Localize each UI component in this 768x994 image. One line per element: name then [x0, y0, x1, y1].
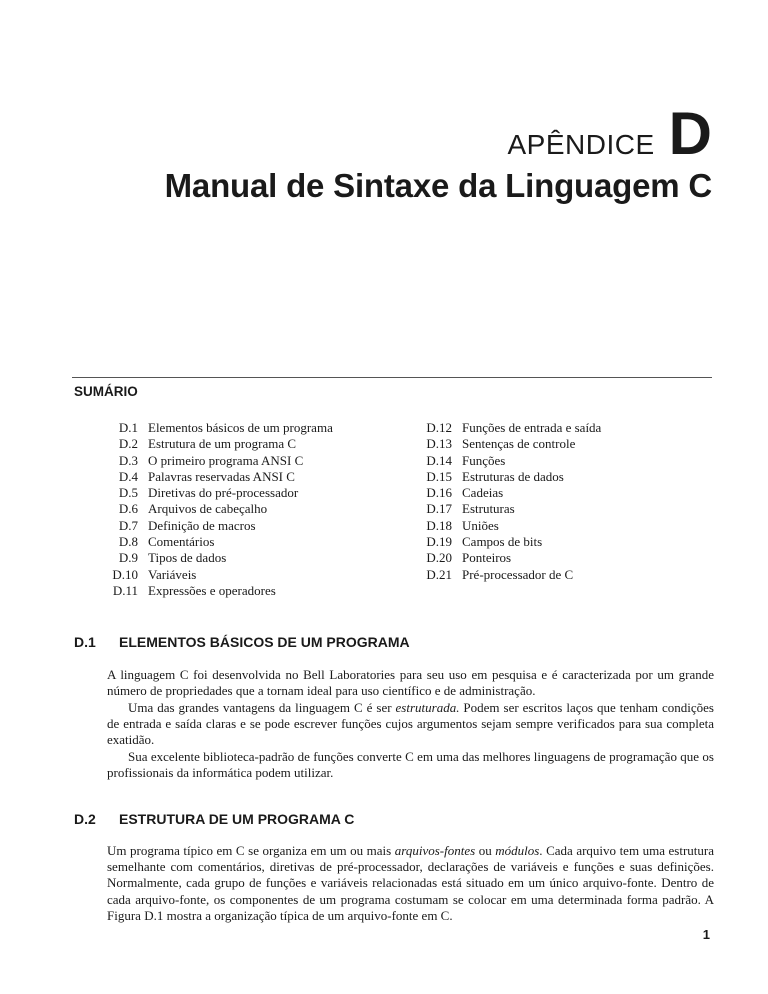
- toc-item-number: D.12: [426, 420, 452, 435]
- section-number: D.1: [74, 634, 96, 650]
- toc-item-label: Campos de bits: [462, 534, 543, 550]
- toc-item-label: Elementos básicos de um programa: [148, 420, 333, 435]
- toc-item-label: Funções: [462, 452, 506, 468]
- paragraph-text: A linguagem C foi desenvolvida no Bell Laboratories para seu uso em pesquisa e é caracterizada por um grande número de propriedades que a tornam ideal para uso científico e de administração.: [107, 667, 714, 699]
- toc-item-label: Tipos de dados: [148, 550, 227, 566]
- toc-item: [414, 518, 714, 534]
- paragraph-text: Podem ser escritos laços que tenham condições de entrada e saída claras e se pode escrever funções cujos argumentos sejam sempre verificados para sua completa exatidão.: [107, 700, 714, 748]
- toc-item: [100, 485, 400, 501]
- toc-item-number: D.1: [118, 420, 138, 435]
- toc-item-label: Uniões: [462, 517, 499, 533]
- toc-left-column: [100, 420, 400, 599]
- emphasis-text: estruturada.: [395, 700, 460, 715]
- toc-item: [414, 534, 714, 550]
- toc-item-number: D.18: [426, 517, 452, 533]
- toc-item-number: D.4: [118, 468, 138, 484]
- toc-item-label: Pré-processador de C: [462, 566, 574, 582]
- toc-item-number: D.16: [426, 485, 452, 501]
- toc-item: [414, 420, 714, 436]
- toc-item-number: D.9: [118, 550, 138, 566]
- toc-item-number: D.3: [118, 452, 138, 468]
- toc-item: [414, 485, 714, 501]
- paragraph-text: Sua excelente biblioteca-padrão de funções converte C em uma das melhores linguagens de programação que os profissionais da informática podem utilizar.: [107, 749, 714, 781]
- toc-item: [414, 453, 714, 469]
- appendix-letter: D: [668, 100, 712, 167]
- paragraph-text: . Cada arquivo tem uma estrutura semelhante com comentários, diretivas de pré-processador, declarações de variáveis e funções e suas definições. Normalmente, cada grupo de funções e variáveis relacionadas está situado em um único arquivo-fonte. Dentro de cada arquivo-fonte, os componentes de um programa costumam se colocar em uma determinada forma padrão. A Figura D.1 mostra a organização típica de um arquivo-fonte em C.: [107, 843, 714, 923]
- toc-item-label: Expressões e operadores: [148, 582, 276, 598]
- toc-item: [414, 550, 714, 566]
- paragraph: [107, 843, 714, 924]
- emphasis-text: módulos: [495, 843, 540, 858]
- toc-item-label: O primeiro programa ANSI C: [148, 452, 304, 468]
- toc-item-number: D.20: [426, 550, 452, 566]
- toc-item: [100, 501, 400, 517]
- paragraph: [107, 667, 714, 699]
- toc-item-label: Variáveis: [148, 566, 197, 582]
- summary-divider: [72, 377, 712, 378]
- toc-item-number: D.13: [426, 436, 452, 452]
- section-number: D.2: [74, 811, 96, 827]
- toc-item: [414, 469, 714, 485]
- toc-item-number: D.5: [118, 485, 138, 501]
- toc-item-number: D.21: [426, 566, 452, 582]
- toc-item-number: D.2: [118, 436, 138, 452]
- toc-item-number: D.7: [118, 517, 138, 533]
- summary-heading: SUMÁRIO: [74, 384, 138, 399]
- appendix-word: APÊNDICE: [507, 129, 655, 160]
- emphasis-text: arquivos-fontes: [394, 843, 476, 858]
- paragraph-text: Uma das grandes vantagens da linguagem C é ser: [128, 700, 396, 715]
- toc-item: [100, 567, 400, 583]
- paragraph-text: Um programa típico em C se organiza em um ou mais: [107, 843, 395, 858]
- toc-item: [100, 420, 400, 436]
- toc-item-number: D.6: [118, 501, 138, 517]
- toc-item-label: Ponteiros: [462, 550, 512, 566]
- toc-item: [414, 567, 714, 583]
- toc-item-number: D.17: [426, 501, 452, 517]
- toc-item: [100, 518, 400, 534]
- paragraph: [107, 700, 714, 749]
- toc-item-label: Estruturas: [462, 501, 515, 517]
- toc-item-label: Estrutura de um programa C: [148, 436, 297, 452]
- toc-item-number: D.10: [112, 566, 138, 582]
- toc-item: [100, 534, 400, 550]
- toc-item-number: D.11: [112, 582, 138, 598]
- toc-item-label: Definição de macros: [148, 517, 256, 533]
- toc-item-label: Comentários: [148, 534, 215, 550]
- appendix-heading: [507, 100, 713, 167]
- paragraph-text: ou: [475, 843, 496, 858]
- toc-item: [100, 583, 400, 599]
- paragraph: [107, 749, 714, 781]
- toc-item-label: Arquivos de cabeçalho: [148, 501, 268, 517]
- toc-item: [100, 436, 400, 452]
- toc-item-number: D.15: [426, 468, 452, 484]
- page-number: 1: [702, 927, 710, 942]
- toc-item: [100, 453, 400, 469]
- toc-item-label: Funções de entrada e saída: [462, 420, 602, 435]
- section-title: ESTRUTURA DE UM PROGRAMA C: [119, 811, 355, 827]
- toc-item-label: Sentenças de controle: [462, 436, 576, 452]
- toc-item: [100, 550, 400, 566]
- toc-item-label: Palavras reservadas ANSI C: [148, 468, 295, 484]
- toc-item: [414, 436, 714, 452]
- chapter-title: Manual de Sintaxe da Linguagem C: [164, 167, 712, 204]
- toc-right-column: [414, 420, 714, 583]
- toc-item: [414, 501, 714, 517]
- section-title: ELEMENTOS BÁSICOS DE UM PROGRAMA: [119, 634, 410, 650]
- toc-item-number: D.8: [118, 534, 138, 550]
- toc-item-label: Estruturas de dados: [462, 468, 564, 484]
- toc-item-number: D.19: [426, 534, 452, 550]
- toc-item-label: Cadeias: [462, 485, 504, 501]
- toc-item-label: Diretivas do pré-processador: [148, 485, 299, 501]
- toc-item: [100, 469, 400, 485]
- toc-item-number: D.14: [426, 452, 452, 468]
